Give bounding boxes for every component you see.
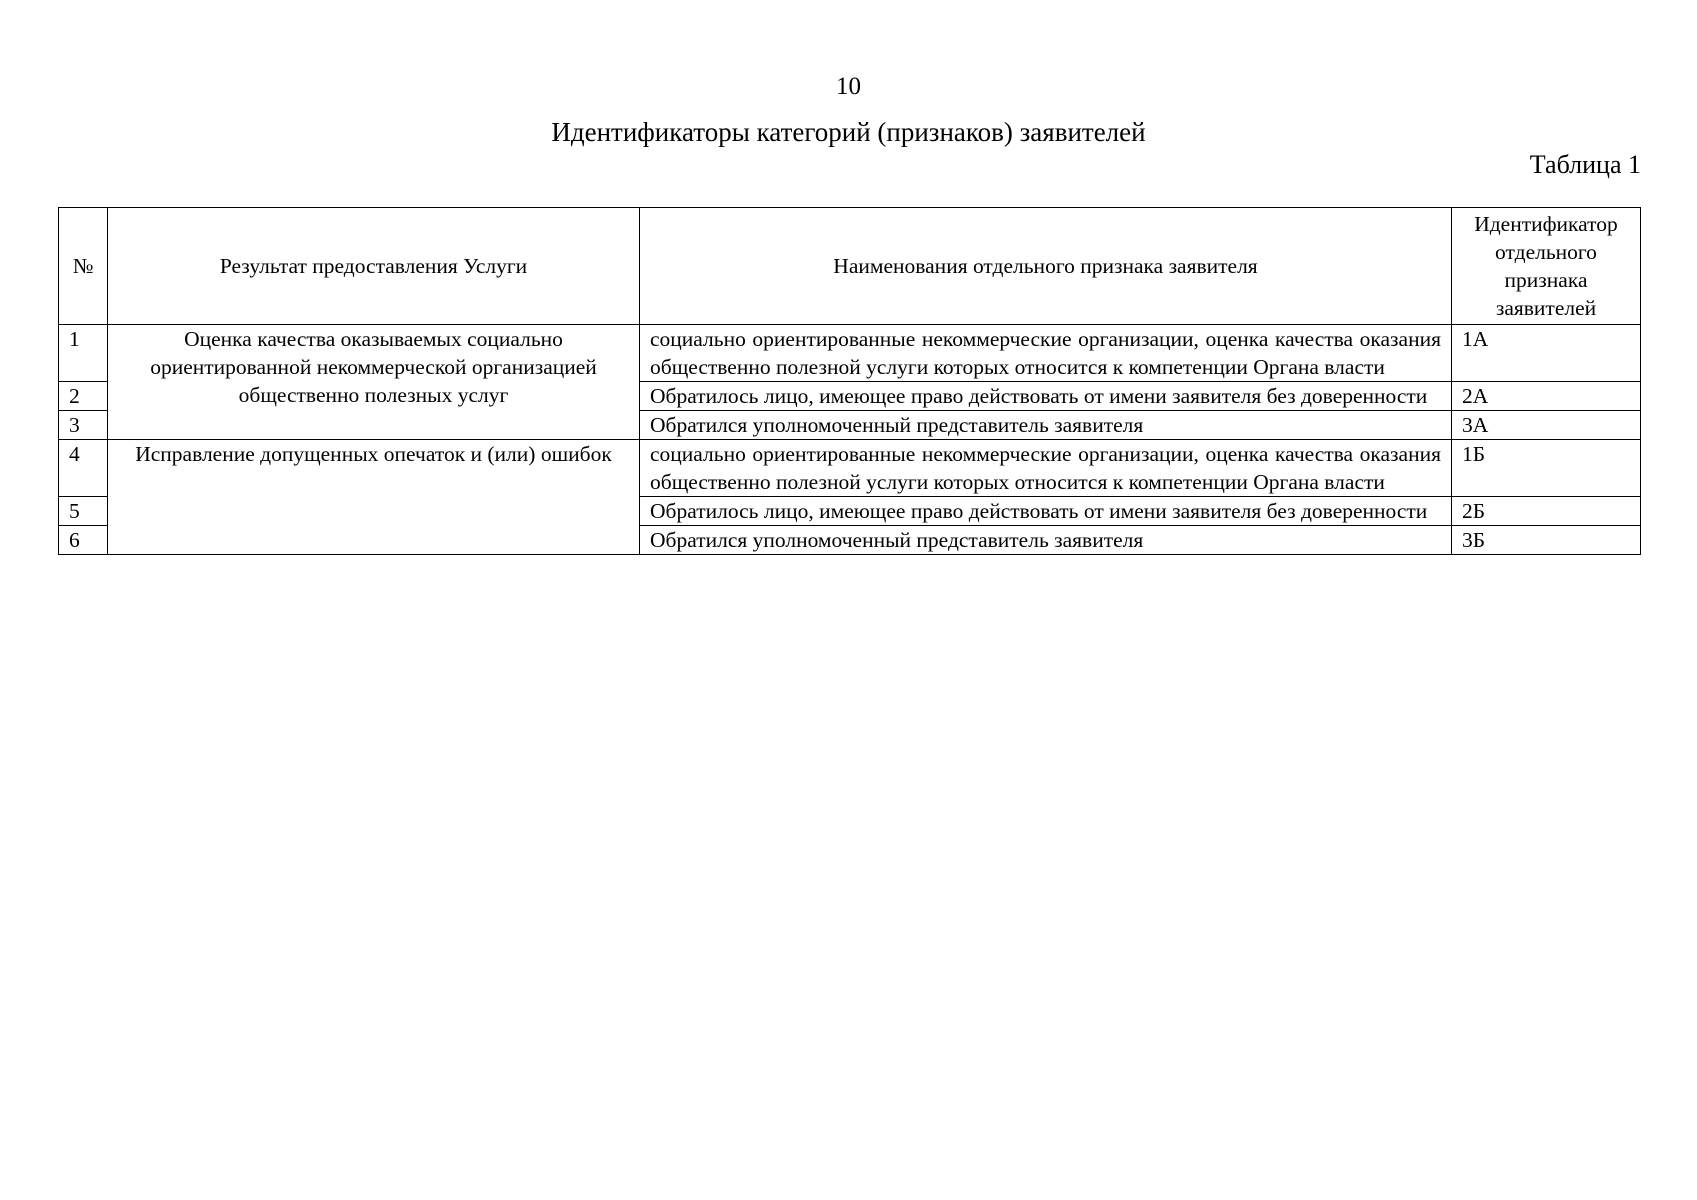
service-result-cell: Оценка качества оказываемых социально ориентированной некоммерческой организацией общественно полезных услуг [108, 325, 640, 440]
row-number: 1 [59, 325, 108, 382]
attribute-name-cell: Обратился уполномоченный представитель заявителя [640, 411, 1452, 440]
attribute-id-cell: 3Б [1452, 526, 1641, 555]
row-number: 6 [59, 526, 108, 555]
header-attribute-id: Идентификатор отдельного признака заявителей [1452, 208, 1641, 325]
applicant-category-table [58, 207, 1641, 555]
header-service-result: Результат предоставления Услуги [108, 208, 640, 325]
row-number: 5 [59, 497, 108, 526]
table-caption: Таблица 1 [1529, 150, 1641, 179]
attribute-id-cell: 1Б [1452, 440, 1641, 497]
attribute-name-cell: Обратился уполномоченный представитель заявителя [640, 526, 1452, 555]
attribute-name-cell: Обратилось лицо, имеющее право действовать от имени заявителя без доверенности [640, 497, 1452, 526]
attribute-id-cell: 1А [1452, 325, 1641, 382]
attribute-id-cell: 2А [1452, 382, 1641, 411]
attribute-name-cell: Обратилось лицо, имеющее право действовать от имени заявителя без доверенности [640, 382, 1452, 411]
header-number: № [59, 208, 108, 325]
attribute-id-cell: 2Б [1452, 497, 1641, 526]
table-row [59, 325, 1641, 382]
row-number: 4 [59, 440, 108, 497]
service-result-cell: Исправление допущенных опечаток и (или) ошибок [108, 440, 640, 555]
table-header-row [59, 208, 1641, 325]
attribute-name-cell: социально ориентированные некоммерческие организации, оценка качества оказания общественно полезной услуги которых относится к компетенции Органа власти [640, 440, 1452, 497]
row-number: 3 [59, 411, 108, 440]
attribute-id-cell: 3А [1452, 411, 1641, 440]
attribute-name-cell: социально ориентированные некоммерческие организации, оценка качества оказания общественно полезной услуги которых относится к компетенции Органа власти [640, 325, 1452, 382]
document-title: Идентификаторы категорий (признаков) заявителей [551, 117, 1146, 147]
row-number: 2 [59, 382, 108, 411]
table-row [59, 440, 1641, 497]
page-number: 10 [836, 73, 861, 100]
header-attribute-name: Наименования отдельного признака заявителя [640, 208, 1452, 325]
